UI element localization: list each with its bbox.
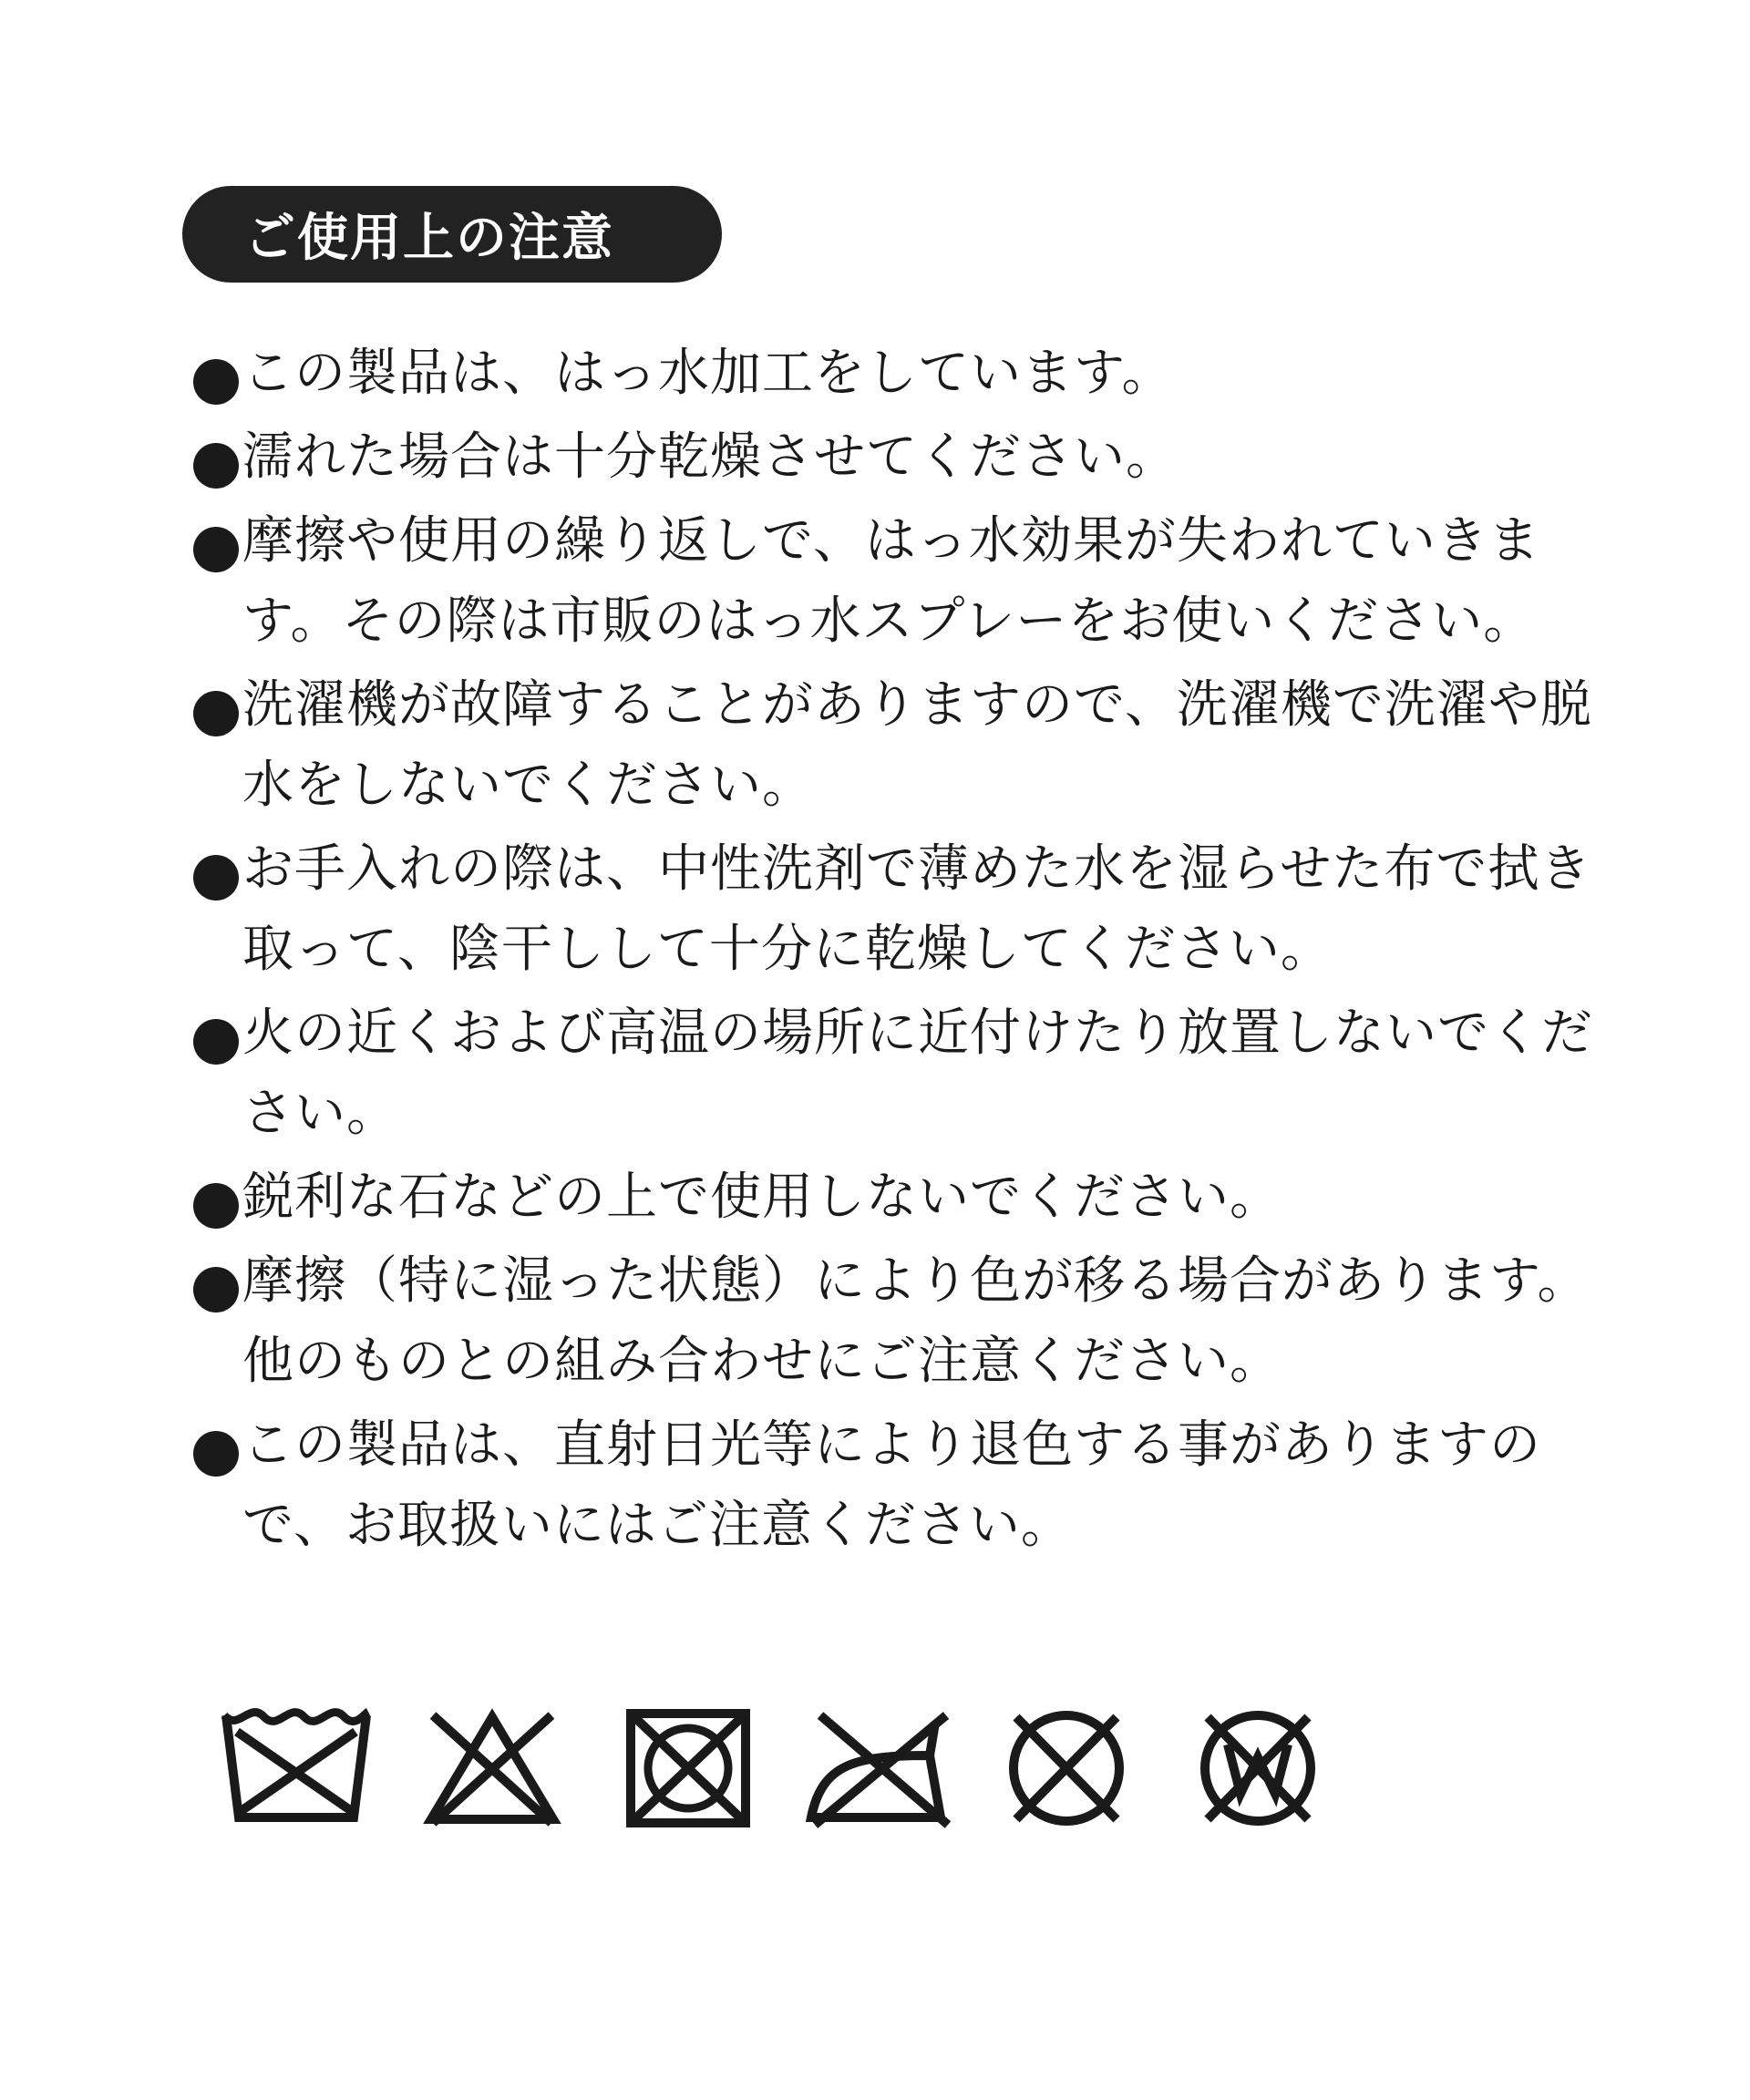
precaution-item xyxy=(193,1241,1597,1402)
bullet-icon xyxy=(193,1019,239,1065)
precaution-text: 摩擦（特に湿った状態）により色が移る場合があります。他のものとの組み合わせにご注意ください。 xyxy=(242,1251,1590,1391)
precaution-item xyxy=(193,1158,1597,1238)
bullet-icon xyxy=(193,527,239,572)
precaution-item xyxy=(193,829,1597,990)
precaution-text: 火の近くおよび高温の場所に近付けたり放置しないでください。 xyxy=(242,1004,1593,1143)
precaution-text: 摩擦や使用の繰り返しで、はっ水効果が失われていきます。その際は市販のはっ水スプレーをお使いください。 xyxy=(242,511,1540,651)
bullet-icon xyxy=(193,855,239,901)
do-not-tumble-dry-icon xyxy=(611,1704,766,1832)
precaution-item xyxy=(193,334,1597,414)
precaution-item xyxy=(193,501,1597,662)
precaution-text: この製品は、はっ水加工をしています。 xyxy=(242,344,1174,403)
precaution-item xyxy=(193,993,1597,1154)
bullet-icon xyxy=(193,1267,239,1312)
precaution-text: 濡れた場合は十分乾燥させてください。 xyxy=(242,427,1178,487)
do-not-wet-clean-icon xyxy=(1180,1704,1335,1832)
do-not-wash-icon xyxy=(219,1704,374,1832)
precaution-item xyxy=(193,665,1597,826)
bullet-icon xyxy=(193,1431,239,1477)
bullet-icon xyxy=(193,1183,239,1229)
precaution-text: 鋭利な石などの上で使用しないでください。 xyxy=(242,1168,1282,1227)
precaution-item xyxy=(193,1405,1597,1566)
precaution-text: 洗濯機が故障することがありますので、洗濯機で洗濯や脱水をしないでください。 xyxy=(242,675,1592,815)
title-banner xyxy=(182,186,722,283)
do-not-iron-icon xyxy=(802,1704,957,1832)
precaution-text: この製品は、直射日光等により退色する事がありますので、お取扱いにはご注意ください。 xyxy=(242,1415,1541,1555)
precautions-list xyxy=(193,334,1597,1570)
precaution-text: お手入れの際は、中性洗剤で薄めた水を湿らせた布で拭き取って、陰干しして十分に乾燥してください。 xyxy=(242,839,1592,979)
bullet-icon xyxy=(193,691,239,736)
page-title: ご使用上の注意 xyxy=(244,209,614,268)
precaution-item xyxy=(193,417,1597,498)
do-not-dry-clean-icon xyxy=(989,1704,1144,1832)
care-symbols xyxy=(219,1704,1349,1832)
bullet-icon xyxy=(193,443,239,489)
do-not-bleach-icon xyxy=(415,1704,570,1832)
bullet-icon xyxy=(193,359,239,405)
